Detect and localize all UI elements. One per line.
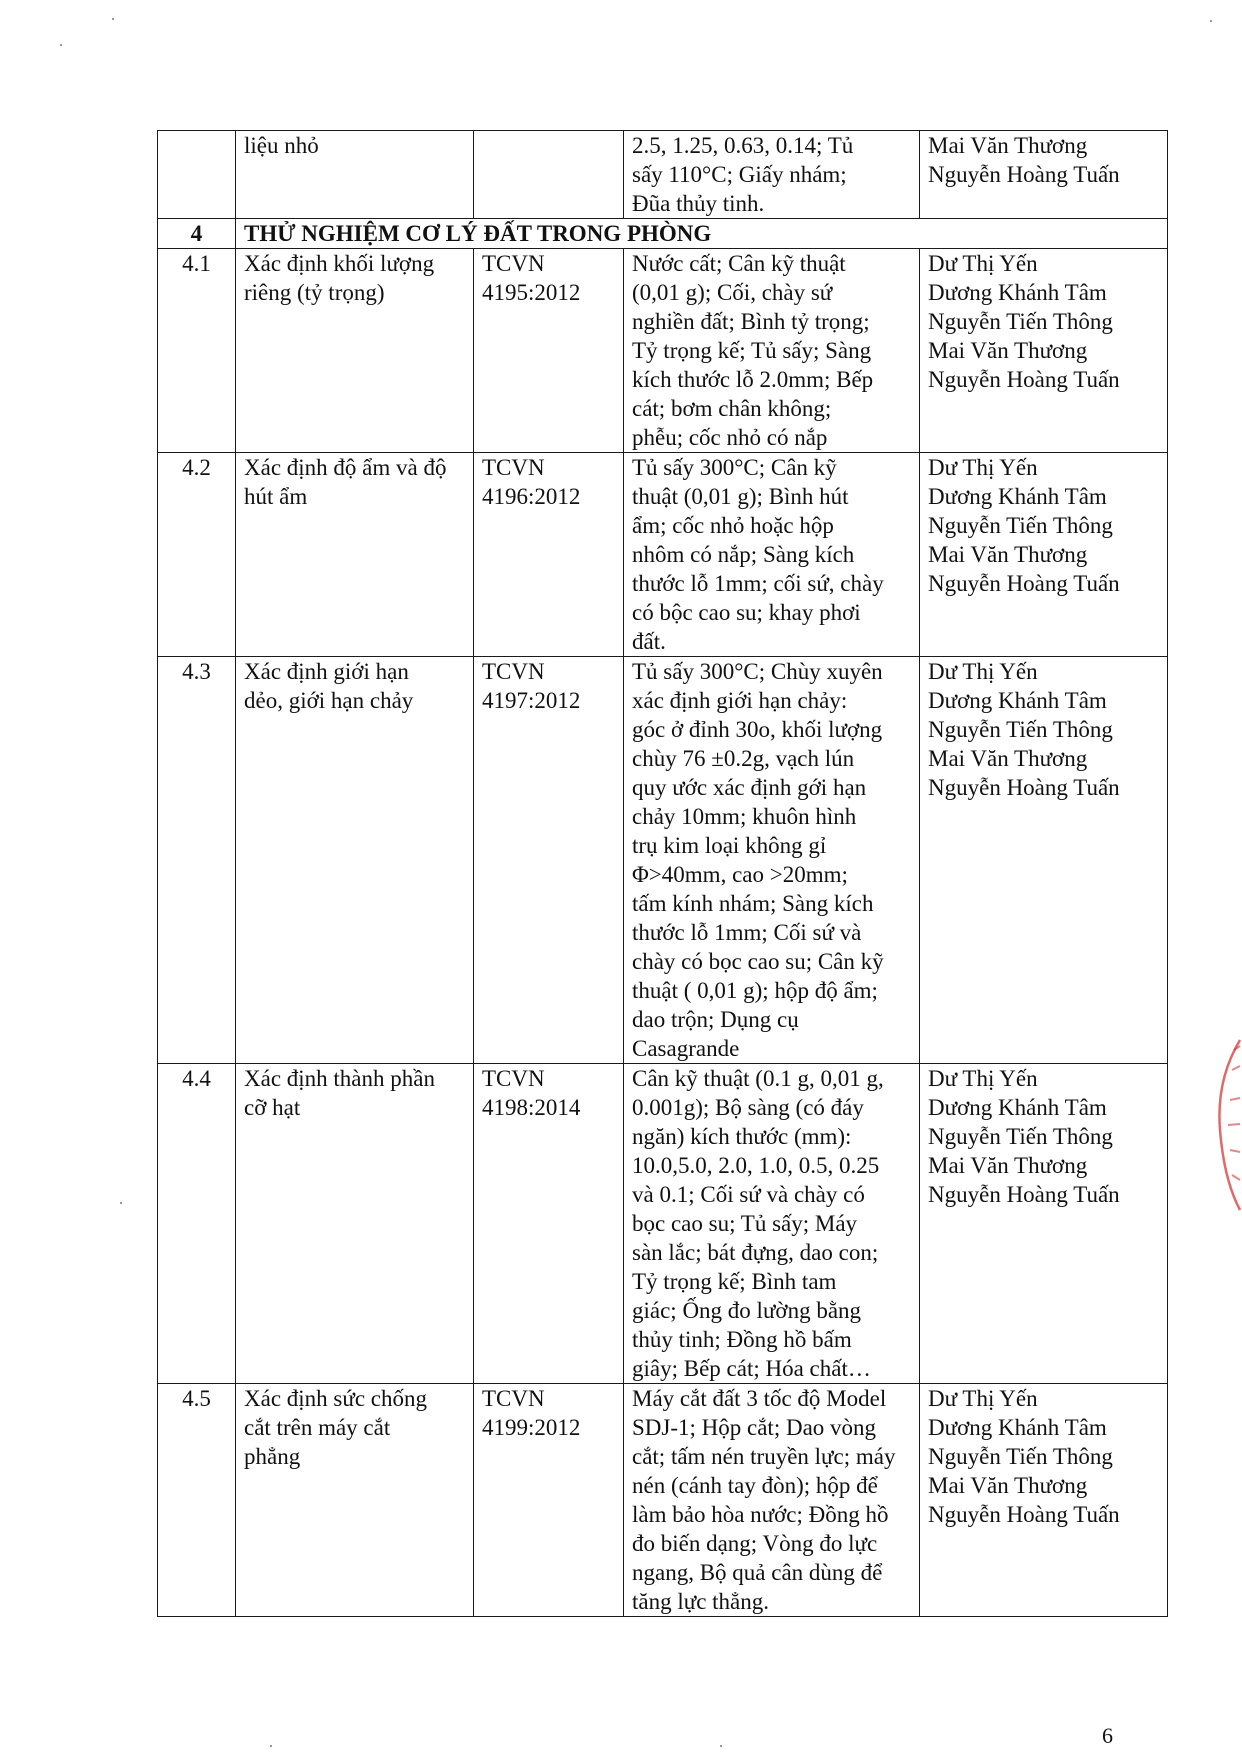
standard-code	[474, 249, 624, 453]
test-name-line: cắt trên máy cắt	[244, 1415, 391, 1440]
equipment-list-line: phễu; cốc nhỏ có nắp	[632, 425, 828, 450]
staff-list-line: Nguyễn Hoàng Tuấn	[928, 162, 1120, 187]
standard-code	[474, 453, 624, 657]
equipment-list-line: 2.5, 1.25, 0.63, 0.14; Tủ	[632, 133, 854, 158]
staff-list-line: Mai Văn Thương	[928, 746, 1088, 771]
test-name-line: liệu nhỏ	[244, 133, 319, 158]
equipment-list-line: Tủ sấy 300°C; Chùy xuyên	[632, 659, 883, 684]
standard-code-line: TCVN	[482, 1066, 545, 1091]
staff-list-line: Nguyễn Tiến Thông	[928, 717, 1113, 742]
equipment-list-line: (0,01 g); Cối, chày sứ	[632, 280, 833, 305]
section-row	[158, 219, 1168, 249]
section-title: THỬ NGHIỆM CƠ LÝ ĐẤT TRONG PHÒNG	[236, 219, 1168, 249]
staff-list	[920, 249, 1168, 453]
scan-speck	[120, 1202, 122, 1204]
equipment-list-line: Tỷ trọng kế; Tủ sấy; Sàng	[632, 338, 872, 363]
equipment-list-line: Casagrande	[632, 1036, 740, 1061]
item-number: 4.3	[158, 657, 236, 1064]
standard-code-line: TCVN	[482, 659, 545, 684]
equipment-list-line: nén (cánh tay đòn); hộp để	[632, 1473, 878, 1498]
staff-list-line: Dư Thị Yến	[928, 1386, 1038, 1411]
test-name	[236, 453, 474, 657]
staff-list-line: Nguyễn Hoàng Tuấn	[928, 1502, 1120, 1527]
scan-speck	[1210, 20, 1212, 22]
standard-code-line: 4198:2014	[482, 1095, 581, 1120]
table-body	[158, 131, 1168, 1617]
staff-list-line: Dư Thị Yến	[928, 659, 1038, 684]
table-row	[158, 1064, 1168, 1384]
standard-code-line: 4195:2012	[482, 280, 581, 305]
staff-list-line: Dư Thị Yến	[928, 251, 1038, 276]
test-name-line: Xác định khối lượng	[244, 251, 435, 276]
equipment-list-line: trụ kim loại không gỉ	[632, 833, 827, 858]
equipment-list-line: Φ>40mm, cao >20mm;	[632, 862, 848, 887]
equipment-list-line: thước lỗ 1mm; cối sứ, chày	[632, 571, 884, 596]
table-row	[158, 249, 1168, 453]
staff-list	[920, 657, 1168, 1064]
equipment-list-line: Cân kỹ thuật (0.1 g, 0,01 g,	[632, 1066, 884, 1091]
standard-code-line: 4197:2012	[482, 688, 581, 713]
equipment-list-line: thuật ( 0,01 g); hộp độ ẩm;	[632, 978, 878, 1003]
test-name-line: riêng (tỷ trọng)	[244, 280, 385, 305]
equipment-list-line: 10.0,5.0, 2.0, 1.0, 0.5, 0.25	[632, 1153, 880, 1178]
equipment-list-line: thước lỗ 1mm; Cối sứ và	[632, 920, 862, 945]
standard-code-line: TCVN	[482, 455, 545, 480]
equipment-list-line: cát; bơm chân không;	[632, 396, 832, 421]
equipment-list-line: Nước cất; Cân kỹ thuật	[632, 251, 846, 276]
equipment-list-line: nghiền đất; Bình tỷ trọng;	[632, 309, 870, 334]
equipment-list-line: 0.001g); Bộ sàng (có đáy	[632, 1095, 864, 1120]
equipment-list-line: chảy 10mm; khuôn hình	[632, 804, 857, 829]
standard-code-line: 4196:2012	[482, 484, 581, 509]
equipment-list-line: có bộc cao su; khay phơi	[632, 600, 861, 625]
equipment-list-line: góc ở đỉnh 30o, khối lượng	[632, 717, 883, 742]
test-name-line: cỡ hạt	[244, 1095, 301, 1120]
standard-code	[474, 131, 624, 219]
page-number: 6	[1102, 1723, 1113, 1748]
scan-speck	[60, 44, 62, 46]
test-name	[236, 249, 474, 453]
equipment-list	[624, 657, 920, 1064]
table-row	[158, 657, 1168, 1064]
equipment-list	[624, 131, 920, 219]
test-name	[236, 1384, 474, 1617]
staff-list-line: Nguyễn Hoàng Tuấn	[928, 367, 1120, 392]
item-number: 4.2	[158, 453, 236, 657]
equipment-list-line: dao trộn; Dụng cụ	[632, 1007, 799, 1032]
equipment-list-line: sấy 110°C; Giấy nhám;	[632, 162, 847, 187]
item-number	[158, 131, 236, 219]
staff-list-line: Dương Khánh Tâm	[928, 688, 1107, 713]
equipment-list-line: và 0.1; Cối sứ và chày có	[632, 1182, 865, 1207]
equipment-list-line: đo biến dạng; Vòng đo lực	[632, 1531, 878, 1556]
test-name-line: phẳng	[244, 1444, 301, 1469]
equipment-list-line: làm bảo hòa nước; Đồng hồ	[632, 1502, 889, 1527]
equipment-list-line: tăng lực thẳng.	[632, 1589, 770, 1614]
staff-list-line: Nguyễn Hoàng Tuấn	[928, 1182, 1120, 1207]
scan-speck	[112, 18, 114, 20]
table-row	[158, 1384, 1168, 1617]
test-name-line: Xác định độ ẩm và độ	[244, 455, 447, 480]
equipment-list-line: ẩm; cốc nhỏ hoặc hộp	[632, 513, 834, 538]
equipment-list-line: nhôm có nắp; Sàng kích	[632, 542, 855, 567]
equipment-list-line: ngang, Bộ quả cân dùng để	[632, 1560, 883, 1585]
standard-code-line: TCVN	[482, 251, 545, 276]
table-row	[158, 131, 1168, 219]
standard-code-line: 4199:2012	[482, 1415, 581, 1440]
staff-list-line: Dư Thị Yến	[928, 1066, 1038, 1091]
standard-code	[474, 1384, 624, 1617]
equipment-list	[624, 1384, 920, 1617]
scan-speck	[270, 1745, 272, 1747]
equipment-list-line: ngăn) kích thước (mm):	[632, 1124, 852, 1149]
item-number: 4.4	[158, 1064, 236, 1384]
section-number: 4	[158, 219, 236, 249]
equipment-list-line: Đũa thủy tinh.	[632, 191, 765, 216]
table-row	[158, 453, 1168, 657]
test-name	[236, 657, 474, 1064]
equipment-list-line: kích thước lỗ 2.0mm; Bếp	[632, 367, 874, 392]
test-methods-table	[157, 130, 1168, 1617]
equipment-list-line: Tỷ trọng kế; Bình tam	[632, 1269, 837, 1294]
equipment-list	[624, 453, 920, 657]
equipment-list-line: quy ước xác định gới hạn	[632, 775, 867, 800]
equipment-list-line: chày có bọc cao su; Cân kỹ	[632, 949, 884, 974]
standard-code	[474, 657, 624, 1064]
staff-list-line: Mai Văn Thương	[928, 542, 1088, 567]
item-number: 4.1	[158, 249, 236, 453]
staff-list	[920, 1384, 1168, 1617]
equipment-list-line: sàn lắc; bát đựng, dao con;	[632, 1240, 879, 1265]
staff-list-line: Nguyễn Tiến Thông	[928, 309, 1113, 334]
test-name-line: dẻo, giới hạn chảy	[244, 688, 414, 713]
test-name-line: Xác định sức chống	[244, 1386, 428, 1411]
staff-list-line: Dương Khánh Tâm	[928, 280, 1107, 305]
equipment-list-line: bọc cao su; Tủ sấy; Máy	[632, 1211, 858, 1236]
test-name-line: hút ẩm	[244, 484, 308, 509]
staff-list	[920, 453, 1168, 657]
scan-speck	[720, 1745, 722, 1747]
equipment-list-line: SDJ-1; Hộp cắt; Dao vòng	[632, 1415, 877, 1440]
equipment-list	[624, 1064, 920, 1384]
staff-list-line: Nguyễn Hoàng Tuấn	[928, 775, 1120, 800]
staff-list-line: Mai Văn Thương	[928, 133, 1088, 158]
equipment-list-line: chùy 76 ±0.2g, vạch lún	[632, 746, 855, 771]
equipment-list-line: thuật (0,01 g); Bình hút	[632, 484, 849, 509]
staff-list-line: Nguyễn Tiến Thông	[928, 1124, 1113, 1149]
staff-list-line: Mai Văn Thương	[928, 1473, 1088, 1498]
equipment-list-line: cắt; tấm nén truyền lực; máy	[632, 1444, 896, 1469]
standard-code-line: TCVN	[482, 1386, 545, 1411]
equipment-list-line: Tủ sấy 300°C; Cân kỹ	[632, 455, 837, 480]
equipment-list	[624, 249, 920, 453]
equipment-list-line: giác; Ống đo lường bằng	[632, 1298, 862, 1323]
staff-list-line: Dương Khánh Tâm	[928, 484, 1107, 509]
staff-list-line: Dương Khánh Tâm	[928, 1095, 1107, 1120]
test-name	[236, 1064, 474, 1384]
staff-list	[920, 1064, 1168, 1384]
staff-list-line: Nguyễn Hoàng Tuấn	[928, 571, 1120, 596]
staff-list-line: Nguyễn Tiến Thông	[928, 1444, 1113, 1469]
staff-list-line: Nguyễn Tiến Thông	[928, 513, 1113, 538]
equipment-list-line: đất.	[632, 629, 666, 654]
test-name	[236, 131, 474, 219]
equipment-list-line: tấm kính nhám; Sàng kích	[632, 891, 874, 916]
equipment-list-line: giây; Bếp cát; Hóa chất…	[632, 1356, 871, 1381]
standard-code	[474, 1064, 624, 1384]
equipment-list-line: xác định giới hạn chảy:	[632, 688, 848, 713]
staff-list-line: Mai Văn Thương	[928, 1153, 1088, 1178]
test-name-line: Xác định giới hạn	[244, 659, 409, 684]
stamp-seal-fragment	[1210, 1020, 1242, 1220]
staff-list	[920, 131, 1168, 219]
equipment-list-line: Máy cắt đất 3 tốc độ Model	[632, 1386, 887, 1411]
staff-list-line: Mai Văn Thương	[928, 338, 1088, 363]
staff-list-line: Dư Thị Yến	[928, 455, 1038, 480]
item-number: 4.5	[158, 1384, 236, 1617]
test-name-line: Xác định thành phần	[244, 1066, 435, 1091]
staff-list-line: Dương Khánh Tâm	[928, 1415, 1107, 1440]
equipment-list-line: thủy tinh; Đồng hồ bấm	[632, 1327, 852, 1352]
